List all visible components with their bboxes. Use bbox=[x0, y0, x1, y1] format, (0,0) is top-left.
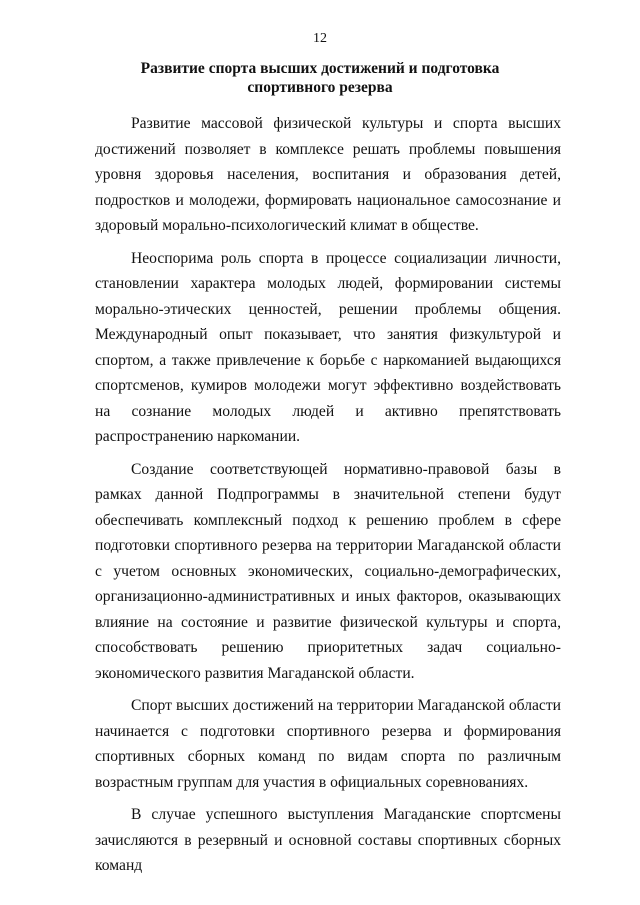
body-text bbox=[95, 111, 561, 886]
page-number: 12 bbox=[313, 31, 327, 46]
paragraph-5: В случае успешного выступления Магаданские спортсмены зачисляются в резервный и основной составы спортивных сборных команд bbox=[95, 806, 561, 874]
paragraph-1: Развитие массовой физической культуры и спорта высших достижений позволяет в комплексе решать проблемы повышения уровня здоровья населения, воспитания и образования детей, подростков и молодежи, формировать национальное самосознание и здоровый морально-психологический климат в обществе. bbox=[95, 115, 561, 234]
paragraph-2: Неоспорима роль спорта в процессе социализации личности, становлении характера молодых людей, формировании системы морально-этических ценностей, решении проблемы общения. Международный опыт показывает, что занятия физкультурой и спортом, а также привлечение к борьбе с наркоманией выдающихся спортсменов, кумиров молодежи могут эффективно воздействовать на сознание молодых людей и активно препятствовать распространению наркомании. bbox=[95, 249, 561, 445]
paragraph-4: Спорт высших достижений на территории Магаданской области начинается с подготовки спортивного резерва и формирования спортивных сборных команд по видам спорта по различным возрастным группам для участия в официальных соревнованиях. bbox=[95, 697, 561, 791]
section-title: Развитие спорта высших достижений и подготовка спортивного резерва bbox=[140, 60, 500, 96]
paragraph-3: Создание соответствующей нормативно-правовой базы в рамках данной Подпрограммы в значительной степени будут обеспечивать комплексный подход к решению проблем в сфере подготовки спортивного резерва на территории Магаданской области с учетом основных экономических, социально-демографических, организационно-административных и иных факторов, оказывающих влияние на состояние и развитие физической культуры и спорта, способствовать решению приоритетных задач социально-экономического развития Магаданской области. bbox=[95, 460, 561, 682]
